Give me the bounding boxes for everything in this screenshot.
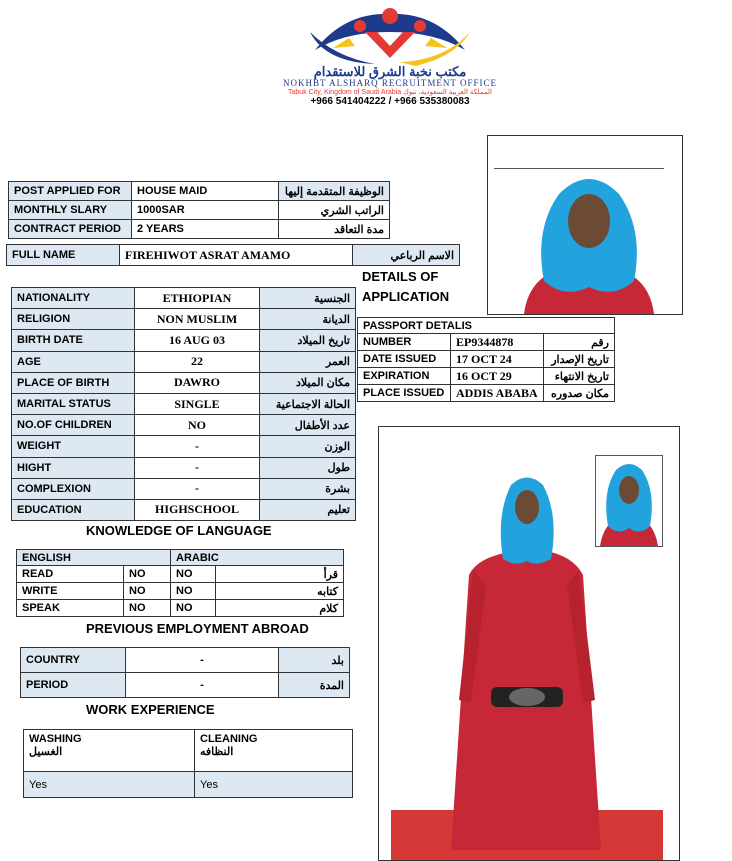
personal-value: NO bbox=[135, 415, 260, 436]
language-skill: SPEAK bbox=[17, 600, 124, 617]
personal-label-ar: مكان الميلاد bbox=[260, 372, 356, 393]
small-photo-frame bbox=[595, 455, 663, 547]
contract-value: 2 YEARS bbox=[132, 220, 279, 239]
portrait-photo bbox=[514, 169, 664, 314]
country-value: - bbox=[126, 648, 279, 673]
arabic-level: NO bbox=[171, 600, 216, 617]
language-table bbox=[16, 549, 344, 617]
employment-heading: PREVIOUS EMPLOYMENT ABROAD bbox=[86, 621, 309, 636]
post-label-ar: الوظيفة المتقدمة إليها bbox=[279, 182, 390, 201]
cleaning-cell bbox=[195, 730, 353, 772]
passport-value: 16 OCT 29 bbox=[451, 368, 544, 385]
contract-label-ar: مدة التعاقد bbox=[279, 220, 390, 239]
passport-value: ADDIS ABABA bbox=[451, 385, 544, 402]
personal-label: PLACE OF BIRTH bbox=[12, 372, 135, 393]
arabic-level: NO bbox=[171, 566, 216, 583]
arabic-level: NO bbox=[171, 583, 216, 600]
country-label-ar: بلد bbox=[279, 648, 350, 673]
passport-row bbox=[358, 334, 615, 351]
personal-row bbox=[12, 372, 356, 393]
washing-value: Yes bbox=[24, 772, 195, 798]
salary-value: 1000SAR bbox=[132, 201, 279, 220]
experience-table bbox=[23, 729, 353, 798]
small-portrait-photo bbox=[596, 456, 662, 546]
cleaning-label-ar: النظافه bbox=[200, 746, 234, 758]
country-label: COUNTRY bbox=[21, 648, 126, 673]
full-name-label-ar: الاسم الرباعي bbox=[353, 245, 460, 266]
passport-label: DATE ISSUED bbox=[358, 351, 451, 368]
personal-label-ar: الجنسية bbox=[260, 288, 356, 309]
full-name-value: FIREHIWOT ASRAT AMAMO bbox=[120, 245, 353, 266]
office-name-english: NOKHBT ALSHARQ RECRUITMENT OFFICE bbox=[283, 78, 497, 88]
personal-value: HIGHSCHOOL bbox=[135, 499, 260, 520]
personal-label: EDUCATION bbox=[12, 499, 135, 520]
personal-label-ar: تعليم bbox=[260, 499, 356, 520]
personal-value: DAWRO bbox=[135, 372, 260, 393]
passport-label-ar: تاريخ الإصدار bbox=[543, 351, 614, 368]
washing-label-ar: الغسيل bbox=[29, 746, 63, 758]
salary-label-ar: الراتب الشري bbox=[279, 201, 390, 220]
personal-label-ar: العمر bbox=[260, 351, 356, 372]
portrait-photo-frame bbox=[487, 135, 683, 315]
job-table bbox=[8, 181, 390, 239]
office-phones: +966 541404222 / +966 535380083 bbox=[310, 96, 470, 107]
personal-label: BIRTH DATE bbox=[12, 330, 135, 351]
personal-label-ar: عدد الأطفال bbox=[260, 415, 356, 436]
language-skill: WRITE bbox=[17, 583, 124, 600]
personal-label: NO.OF CHILDREN bbox=[12, 415, 135, 436]
passport-row bbox=[358, 368, 615, 385]
personal-value: - bbox=[135, 457, 260, 478]
salary-label: MONTHLY SLARY bbox=[9, 201, 132, 220]
experience-heading: WORK EXPERIENCE bbox=[86, 702, 215, 717]
personal-row bbox=[12, 457, 356, 478]
personal-value: NON MUSLIM bbox=[135, 309, 260, 330]
language-skill: READ bbox=[17, 566, 124, 583]
period-label-ar: المدة bbox=[279, 673, 350, 698]
english-level: NO bbox=[124, 600, 171, 617]
contract-label: CONTRACT PERIOD bbox=[9, 220, 132, 239]
personal-value: ETHIOPIAN bbox=[135, 288, 260, 309]
details-heading-1: DETAILS OF bbox=[362, 269, 439, 284]
arabic-header: ARABIC bbox=[171, 550, 344, 566]
language-skill-ar: كلام bbox=[216, 600, 344, 617]
personal-label-ar: الديانة bbox=[260, 309, 356, 330]
passport-label: EXPIRATION bbox=[358, 368, 451, 385]
english-header: ENGLISH bbox=[17, 550, 171, 566]
personal-row bbox=[12, 351, 356, 372]
washing-cell bbox=[24, 730, 195, 772]
washing-label: WASHING bbox=[29, 733, 82, 745]
personal-row bbox=[12, 393, 356, 414]
period-value: - bbox=[126, 673, 279, 698]
passport-value: 17 OCT 24 bbox=[451, 351, 544, 368]
personal-label: WEIGHT bbox=[12, 436, 135, 457]
personal-row bbox=[12, 288, 356, 309]
passport-row bbox=[358, 351, 615, 368]
language-skill-ar: كتابه bbox=[216, 583, 344, 600]
personal-table bbox=[11, 287, 356, 521]
personal-label: NATIONALITY bbox=[12, 288, 135, 309]
language-row bbox=[17, 583, 344, 600]
english-level: NO bbox=[124, 566, 171, 583]
personal-row bbox=[12, 309, 356, 330]
personal-row bbox=[12, 330, 356, 351]
personal-row bbox=[12, 478, 356, 499]
cleaning-label: CLEANING bbox=[200, 733, 258, 745]
personal-row bbox=[12, 499, 356, 520]
personal-label: MARITAL STATUS bbox=[12, 393, 135, 414]
office-name-arabic: مكتب نخبة الشرق للاستقدام bbox=[313, 64, 467, 79]
period-label: PERIOD bbox=[21, 673, 126, 698]
personal-label-ar: تاريخ الميلاد bbox=[260, 330, 356, 351]
full-name-label: FULL NAME bbox=[7, 245, 120, 266]
language-row bbox=[17, 566, 344, 583]
header bbox=[230, 0, 550, 110]
personal-label-ar: الوزن bbox=[260, 436, 356, 457]
post-value: HOUSE MAID bbox=[132, 182, 279, 201]
personal-value: - bbox=[135, 436, 260, 457]
passport-value: EP9344878 bbox=[451, 334, 544, 351]
full-body-photo-frame bbox=[378, 426, 680, 861]
passport-row bbox=[358, 385, 615, 402]
personal-value: - bbox=[135, 478, 260, 499]
passport-table bbox=[357, 317, 615, 402]
personal-value: 16 AUG 03 bbox=[135, 330, 260, 351]
language-heading: KNOWLEDGE OF LANGUAGE bbox=[86, 523, 272, 538]
language-skill-ar: قرأ bbox=[216, 566, 344, 583]
passport-label-ar: رقم bbox=[543, 334, 614, 351]
personal-value: SINGLE bbox=[135, 393, 260, 414]
personal-row bbox=[12, 436, 356, 457]
details-heading-2: APPLICATION bbox=[362, 289, 450, 304]
passport-title: PASSPORT DETALIS bbox=[358, 318, 615, 334]
personal-label: AGE bbox=[12, 351, 135, 372]
cleaning-value: Yes bbox=[195, 772, 353, 798]
personal-label-ar: الحالة الاجتماعية bbox=[260, 393, 356, 414]
language-row bbox=[17, 600, 344, 617]
personal-label: COMPLEXION bbox=[12, 478, 135, 499]
passport-label-ar: مكان صدوره bbox=[543, 385, 614, 402]
english-level: NO bbox=[124, 583, 171, 600]
personal-row bbox=[12, 415, 356, 436]
office-logo bbox=[305, 2, 475, 68]
employment-table bbox=[20, 647, 350, 698]
passport-label-ar: تاريخ الانتهاء bbox=[543, 368, 614, 385]
personal-label-ar: بشرة bbox=[260, 478, 356, 499]
passport-label: NUMBER bbox=[358, 334, 451, 351]
post-label: POST APPLIED FOR bbox=[9, 182, 132, 201]
personal-label: HIGHT bbox=[12, 457, 135, 478]
personal-label: RELIGION bbox=[12, 309, 135, 330]
name-table bbox=[6, 244, 460, 266]
passport-label: PLACE ISSUED bbox=[358, 385, 451, 402]
personal-value: 22 bbox=[135, 351, 260, 372]
personal-label-ar: طول bbox=[260, 457, 356, 478]
office-location: Tabuk City, Kingdom of Saudi Arabia المملكة العربية السعودية، تبوك bbox=[288, 89, 492, 96]
